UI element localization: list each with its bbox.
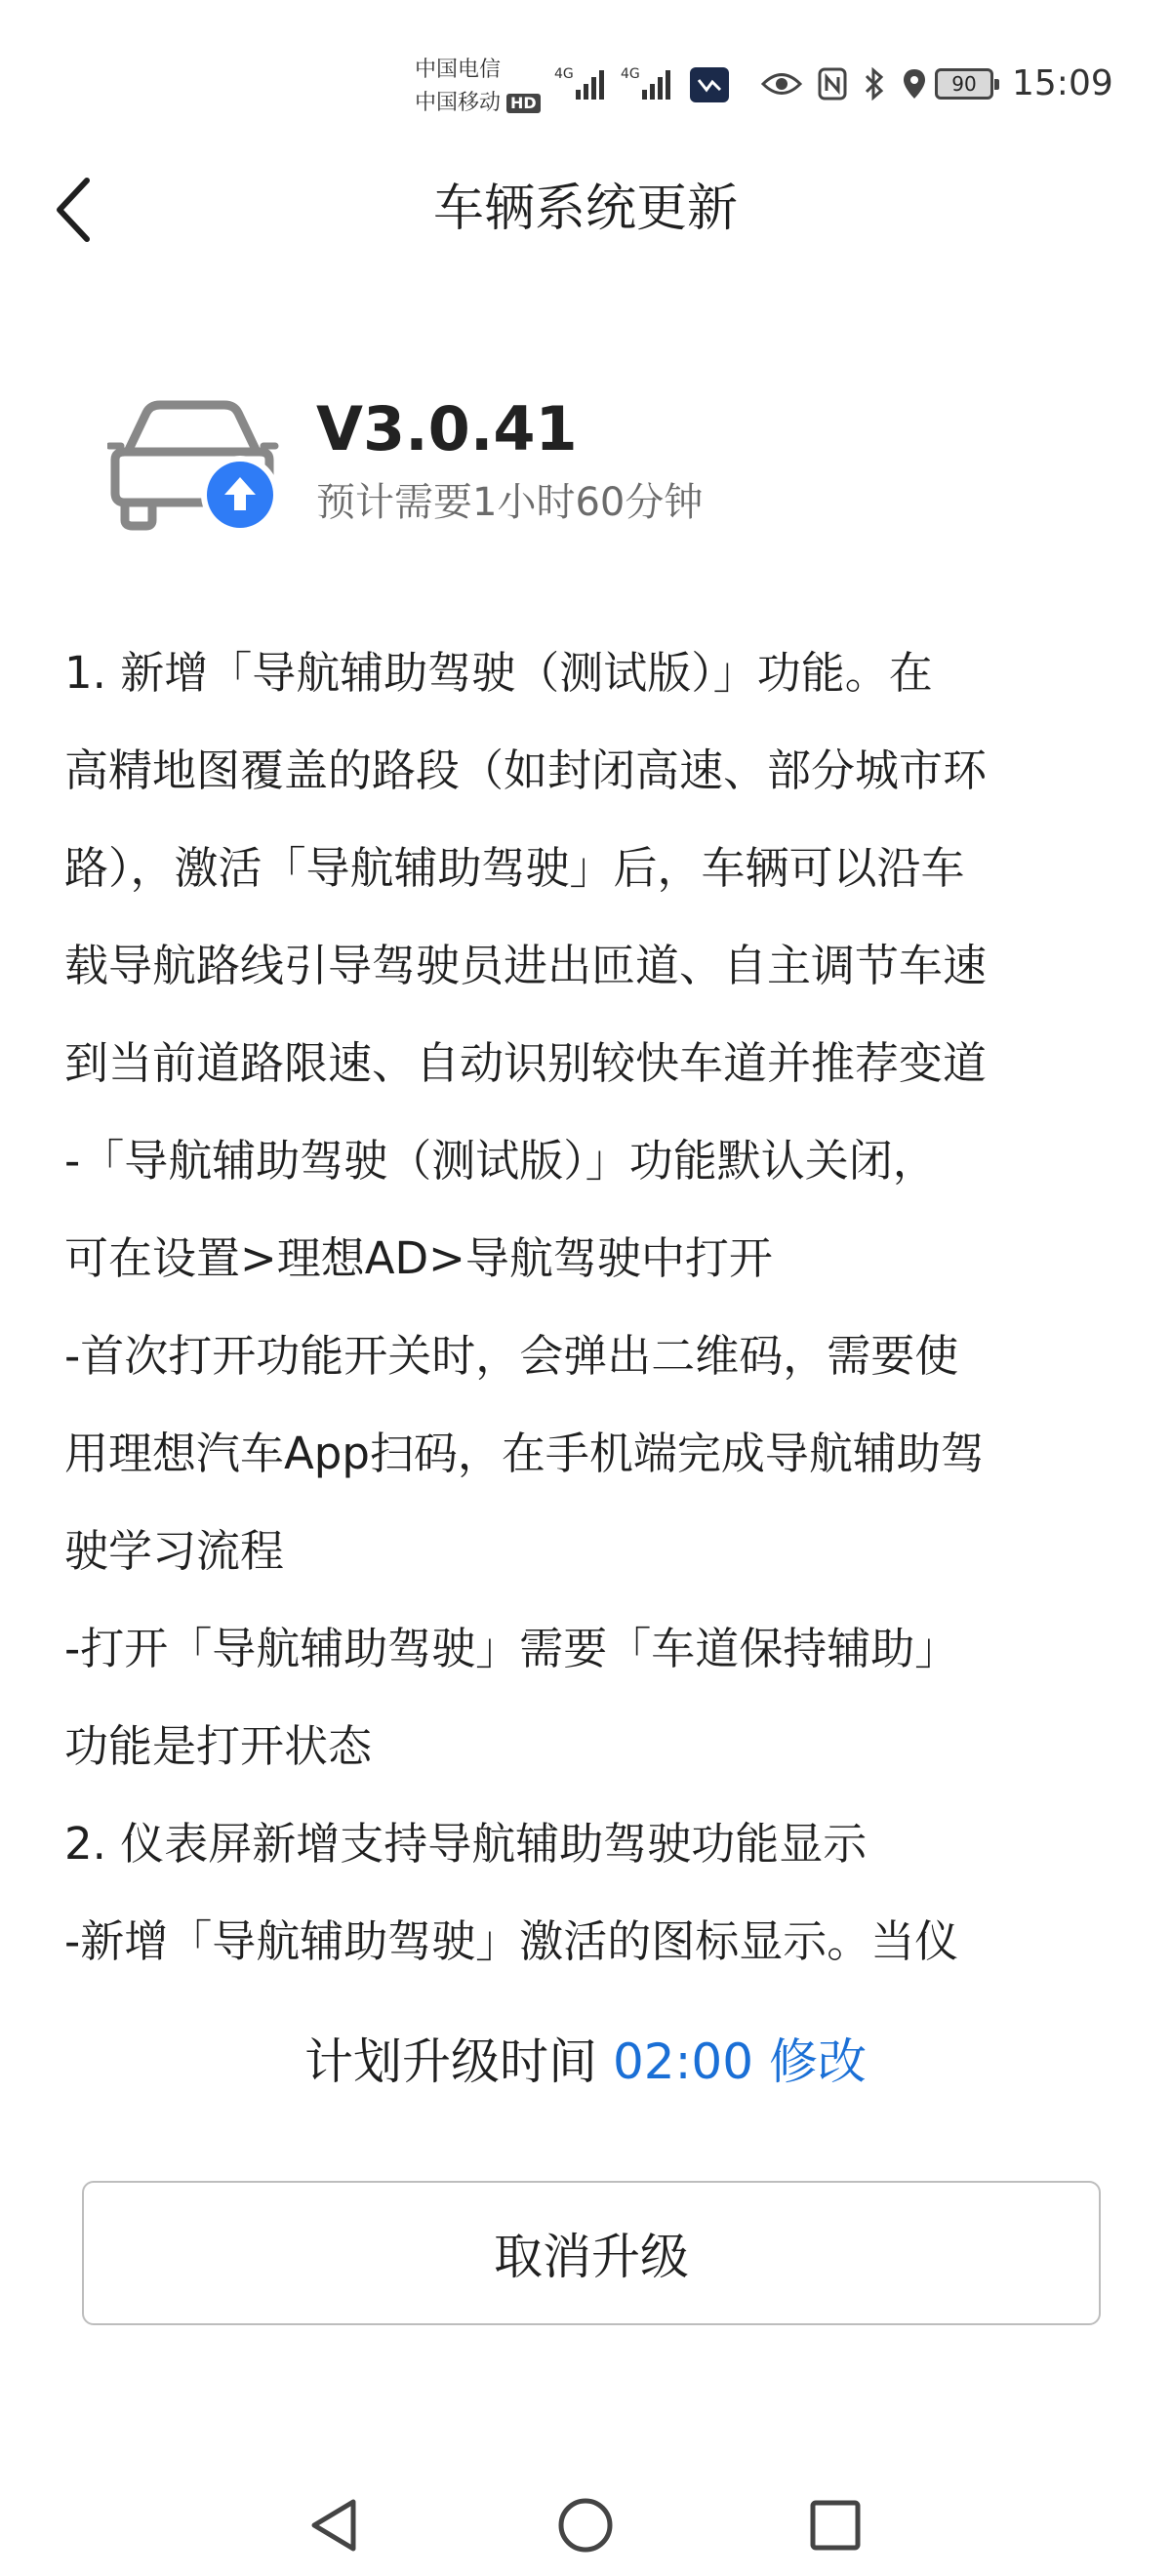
release-note-line: 用理想汽车App扫码，在手机端完成导航辅助驾 bbox=[64, 1428, 985, 1479]
hd-badge: HD bbox=[506, 94, 541, 113]
release-note-line: 可在设置>理想AD>导航驾驶中打开 bbox=[64, 1232, 773, 1284]
square-recents-icon bbox=[808, 2498, 863, 2553]
app-notification-icon bbox=[689, 66, 730, 103]
release-note-line: 高精地图覆盖的路段（如封闭高速、部分城市环 bbox=[64, 745, 988, 796]
release-note-line: -新增「导航辅助驾驶」激活的图标显示。当仪 bbox=[64, 1915, 959, 1961]
nfc-icon bbox=[818, 67, 847, 101]
scheduled-upgrade-time bbox=[0, 2028, 1171, 2096]
release-note-line: -首次打开功能开关时，会弹出二维码，需要使 bbox=[64, 1330, 959, 1382]
version-number: V3.0.41 bbox=[316, 393, 578, 464]
release-note-line: 2. 仪表屏新增支持导航辅助驾驶功能显示 bbox=[64, 1818, 868, 1870]
carrier-info bbox=[415, 54, 541, 120]
carrier-2-label: 中国移动 bbox=[415, 91, 502, 115]
release-note-line: -打开「导航辅助驾驶」需要「车道保持辅助」 bbox=[64, 1623, 959, 1674]
signal-icon bbox=[554, 62, 613, 103]
schedule-label: 计划升级时间 bbox=[304, 2033, 598, 2090]
eye-icon bbox=[761, 69, 802, 99]
location-icon bbox=[902, 67, 927, 101]
battery-icon: 90 bbox=[935, 68, 993, 100]
triangle-back-icon bbox=[306, 2496, 361, 2555]
release-note-line: 驶学习流程 bbox=[64, 1525, 285, 1577]
clock: 15:09 bbox=[1012, 63, 1113, 103]
signal-icon bbox=[621, 62, 679, 103]
system-navigation-bar bbox=[0, 2478, 1171, 2576]
car-upgrade-icon bbox=[107, 395, 288, 542]
status-icons bbox=[761, 64, 927, 103]
status-bar bbox=[0, 0, 1171, 127]
release-notes[interactable] bbox=[64, 624, 1118, 1961]
bluetooth-icon bbox=[863, 67, 886, 101]
release-note-line: 功能是打开状态 bbox=[64, 1720, 373, 1772]
page-title: 车辆系统更新 bbox=[432, 180, 738, 238]
nav-home-button[interactable] bbox=[546, 2486, 625, 2564]
circle-home-icon bbox=[556, 2496, 615, 2555]
network-2-label: 4G bbox=[621, 66, 640, 82]
release-note-line: -「导航辅助驾驶（测试版）」功能默认关闭， bbox=[64, 1135, 937, 1187]
nav-recents-button[interactable] bbox=[796, 2486, 874, 2564]
release-note-line: 载导航路线引导驾驶员进出匝道、自主调节车速 bbox=[64, 940, 988, 991]
cancel-upgrade-button[interactable]: 取消升级 bbox=[82, 2181, 1101, 2325]
carrier-1-label: 中国电信 bbox=[415, 58, 502, 82]
network-1-label: 4G bbox=[554, 66, 574, 82]
release-note-line: 到当前道路限速、自动识别较快车道并推荐变道 bbox=[64, 1037, 988, 1089]
schedule-time[interactable]: 02:00 bbox=[612, 2033, 754, 2090]
release-note-line: 1. 新增「导航辅助驾驶（测试版）」功能。在 bbox=[64, 647, 933, 699]
release-note-line: 路），激活「导航辅助驾驶」后，车辆可以沿车 bbox=[64, 842, 965, 894]
modify-link[interactable]: 修改 bbox=[768, 2033, 867, 2090]
estimated-duration: 预计需要1小时60分钟 bbox=[316, 480, 704, 525]
nav-back-button[interactable] bbox=[295, 2486, 373, 2564]
